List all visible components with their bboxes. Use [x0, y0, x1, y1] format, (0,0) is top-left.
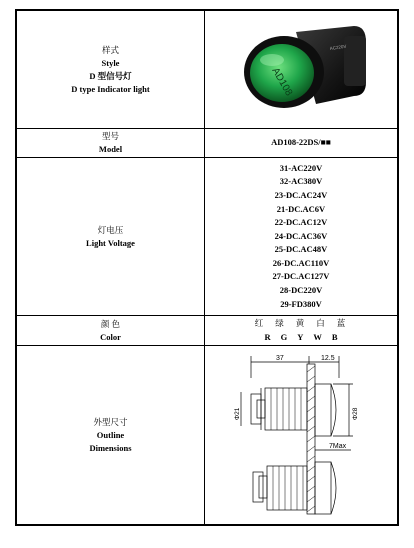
dim-7max: 7Max	[329, 442, 347, 450]
voltage-value: 28-DC220V	[279, 285, 323, 296]
dims-label-en-outline: Outline	[96, 429, 125, 440]
product-photo-cell	[205, 11, 398, 129]
voltage-value: 27-DC.AC127V	[272, 271, 330, 282]
row-voltage	[17, 158, 398, 316]
model-label-cn: 型号	[101, 131, 119, 141]
body-print: AC220V	[329, 43, 347, 51]
spec-sheet	[15, 9, 399, 526]
model-label-en: Model	[98, 144, 123, 154]
style-label-en: Style	[101, 57, 120, 68]
lens-print: AD108	[269, 66, 295, 98]
dims-label-cn: 外型尺寸	[93, 416, 128, 427]
style-label-type-en: D type Indicator light	[71, 83, 150, 94]
dims-label-cell	[17, 346, 205, 525]
dim-phi28: Φ28	[352, 407, 359, 420]
voltage-label-en: Light Voltage	[86, 237, 135, 248]
voltage-value: 32-AC380V	[279, 176, 323, 187]
model-label-cell	[17, 129, 205, 158]
voltage-values-cell	[205, 158, 398, 316]
row-style	[17, 11, 398, 129]
color-label-cn: 颜 色	[100, 318, 121, 329]
dims-label-en-dimensions: Dimensions	[89, 442, 132, 453]
indicator-light-photo	[226, 12, 376, 122]
dimension-drawing-cell	[205, 346, 398, 525]
dim-37: 37	[276, 354, 284, 362]
style-label-type-cn: D 型信号灯	[89, 70, 132, 81]
spec-table	[16, 10, 398, 525]
row-dimensions	[17, 346, 398, 525]
voltage-value: 25-DC.AC48V	[274, 244, 328, 255]
color-values-cell	[205, 316, 398, 346]
voltage-label-cn: 灯电压	[97, 224, 124, 235]
dim-phi21: Φ21	[234, 407, 241, 420]
voltage-value: 21-DC.AC6V	[276, 203, 326, 214]
color-label-cell	[17, 316, 205, 346]
voltage-value: 23-DC.AC24V	[274, 189, 328, 200]
style-label-cell	[17, 11, 205, 129]
color-label-en: Color	[100, 331, 121, 342]
voltage-value: 24-DC.AC36V	[274, 230, 328, 241]
dim-12-5: 12.5	[321, 354, 335, 362]
voltage-value: 29-FD380V	[280, 298, 322, 309]
row-color	[17, 316, 398, 346]
style-label-cn: 样式	[101, 44, 119, 55]
dimension-drawing	[221, 348, 381, 518]
color-value-en: RGYWB	[264, 331, 348, 342]
row-model	[17, 129, 398, 158]
voltage-value: 31-AC220V	[279, 162, 323, 173]
color-value-cn: 红绿黄白蓝	[254, 317, 358, 328]
voltage-value: 26-DC.AC110V	[272, 257, 330, 268]
model-value: AD108-22DS/■■	[205, 129, 398, 158]
voltage-label-cell	[17, 158, 205, 316]
voltage-value: 22-DC.AC12V	[274, 217, 328, 228]
